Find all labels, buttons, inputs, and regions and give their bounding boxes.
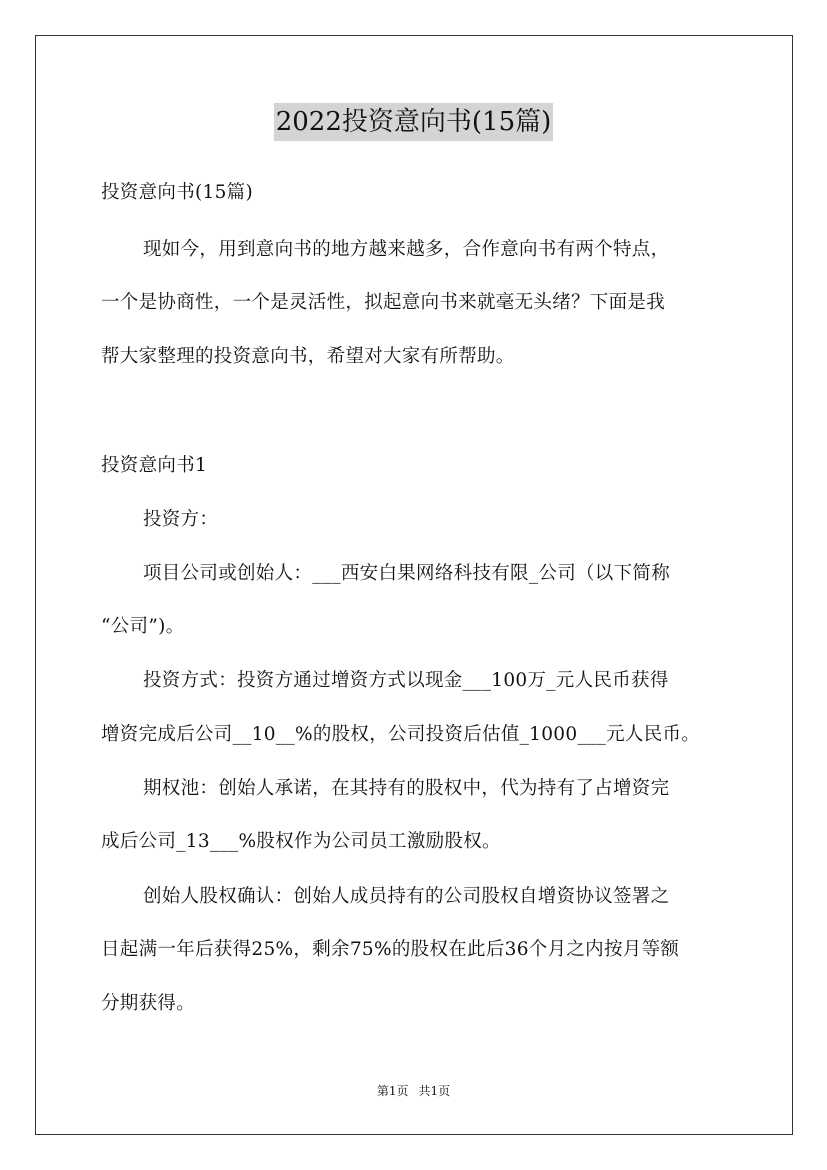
paragraph-line: 增资完成后公司__10__%的股权，公司投资后估值_1000___元人民币。 [101,724,701,745]
page-number: 第1页 [376,1084,409,1098]
paragraph-line: 日起满一年后获得25%，剩余75%的股权在此后36个月之内按月等额 [101,939,680,960]
document-subtitle: 投资意向书(15篇) [101,182,253,203]
intro-line-2: 一个是协商性，一个是灵活性，拟起意向书来就毫无头绪？下面是我 [101,292,666,313]
paragraph-line: “公司”)。 [101,616,185,637]
paragraph-line: 投资方： [143,509,219,530]
paragraph-line: 期权池：创始人承诺，在其持有的股权中，代为持有了占增资完 [143,778,670,799]
intro-line-1: 现如今，用到意向书的地方越来越多，合作意向书有两个特点， [143,239,670,260]
paragraph-line: 项目公司或创始人：___西安白果网络科技有限_公司（以下简称 [143,563,671,584]
paragraph-line: 投资方式：投资方通过增资方式以现金___100万_元人民币获得 [143,670,669,691]
paragraph-line: 分期获得。 [101,993,196,1014]
document-title: 2022投资意向书(15篇) [274,103,554,141]
section-heading: 投资意向书1 [101,455,208,476]
page-total: 共1页 [418,1084,451,1098]
document-title-container [0,103,827,141]
intro-line-3: 帮大家整理的投资意向书，希望对大家有所帮助。 [101,346,515,367]
paragraph-line: 成后公司_13___%股权作为公司员工激励股权。 [101,831,501,852]
page-footer [0,1083,827,1099]
paragraph-line: 创始人股权确认：创始人成员持有的公司股权自增资协议签署之 [143,886,670,907]
